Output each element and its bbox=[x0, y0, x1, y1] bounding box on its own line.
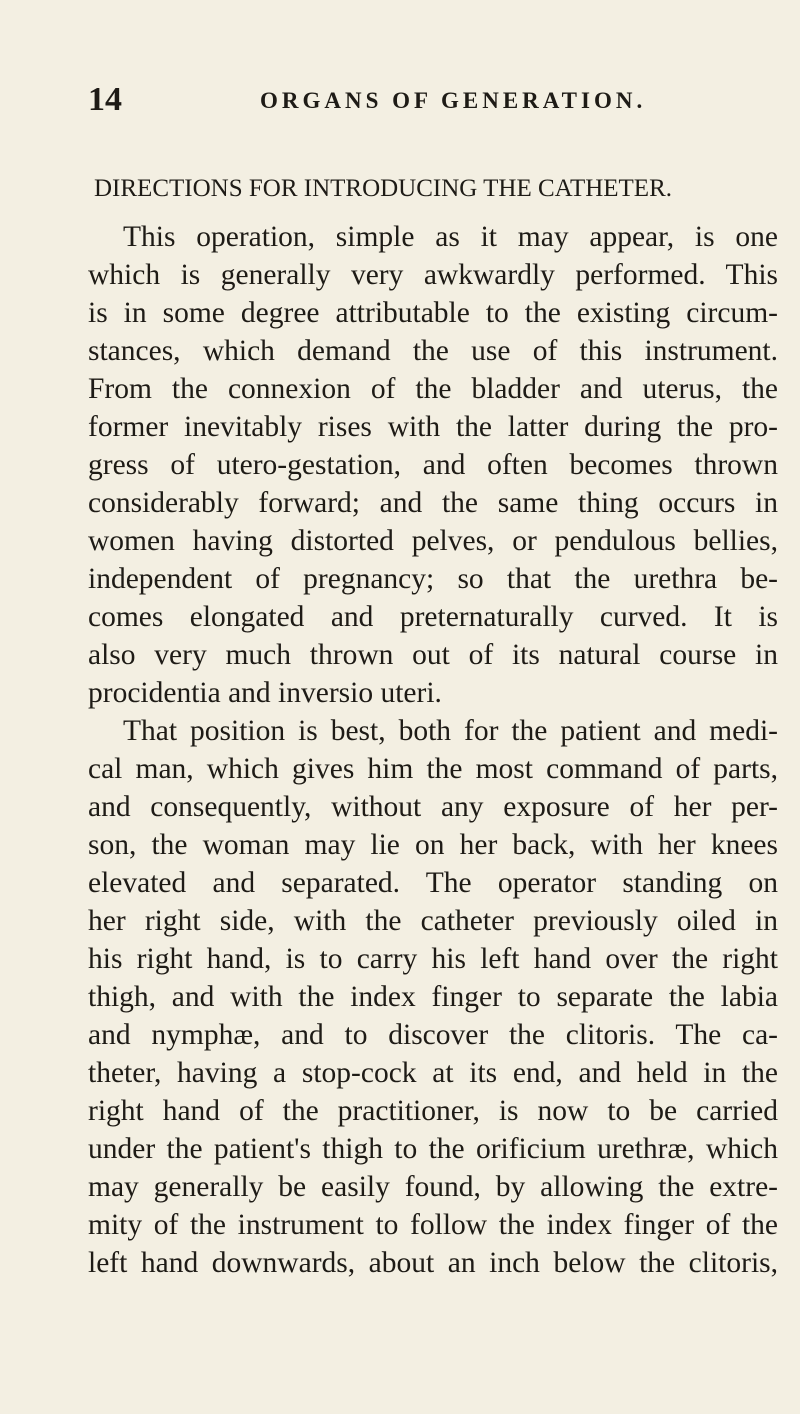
text-line: mity of the instrument to follow the index finger of the bbox=[88, 1209, 778, 1241]
text-line: comes elongated and preternaturally curved. It is bbox=[88, 601, 778, 633]
running-title: ORGANS OF GENERATION. bbox=[260, 88, 647, 113]
text-line: her right side, with the catheter previously oiled in bbox=[88, 905, 778, 937]
paragraph-2 bbox=[88, 712, 778, 1282]
text-line: From the connexion of the bladder and uterus, the bbox=[88, 373, 778, 405]
text-line: is in some degree attributable to the existing circum- bbox=[88, 297, 778, 329]
paragraph-1 bbox=[88, 218, 778, 712]
text-line: may generally be easily found, by allowing the extre- bbox=[88, 1171, 778, 1203]
text-line: That position is best, both for the patient and medi- bbox=[123, 715, 778, 747]
text-line: considerably forward; and the same thing occurs in bbox=[88, 487, 778, 519]
text-line: independent of pregnancy; so that the urethra be- bbox=[88, 563, 778, 595]
text-line: cal man, which gives him the most command of parts, bbox=[88, 753, 778, 785]
text-line: This operation, simple as it may appear, is one bbox=[123, 221, 778, 253]
page-header bbox=[88, 80, 778, 120]
text-line: and consequently, without any exposure of her per- bbox=[88, 791, 778, 823]
text-line: his right hand, is to carry his left hand over the right bbox=[88, 943, 778, 975]
text-line: and nymphæ, and to discover the clitoris. The ca- bbox=[88, 1019, 778, 1051]
text-line: son, the woman may lie on her back, with her knees bbox=[88, 829, 778, 861]
section-title: DIRECTIONS FOR INTRODUCING THE CATHETER. bbox=[94, 175, 673, 202]
text-line: procidentia and inversio uteri. bbox=[88, 677, 442, 709]
text-line: thigh, and with the index finger to separate the labia bbox=[88, 981, 778, 1013]
text-line: left hand downwards, about an inch below the clitoris, bbox=[88, 1247, 778, 1279]
text-line: elevated and separated. The operator standing on bbox=[88, 867, 778, 899]
text-line: theter, having a stop-cock at its end, and held in the bbox=[88, 1057, 778, 1089]
text-line: stances, which demand the use of this instrument. bbox=[88, 335, 778, 367]
text-line: right hand of the practitioner, is now to be carried bbox=[88, 1095, 778, 1127]
text-line: also very much thrown out of its natural course in bbox=[88, 639, 778, 671]
text-line: former inevitably rises with the latter during the pro- bbox=[88, 411, 778, 443]
text-line: gress of utero-gestation, and often becomes thrown bbox=[88, 449, 778, 481]
page-number: 14 bbox=[88, 81, 122, 118]
body-text bbox=[88, 218, 778, 1282]
text-line: which is generally very awkwardly performed. This bbox=[88, 259, 778, 291]
text-line: women having distorted pelves, or pendulous bellies, bbox=[88, 525, 778, 557]
text-line: under the patient's thigh to the orificium urethræ, which bbox=[88, 1133, 778, 1165]
